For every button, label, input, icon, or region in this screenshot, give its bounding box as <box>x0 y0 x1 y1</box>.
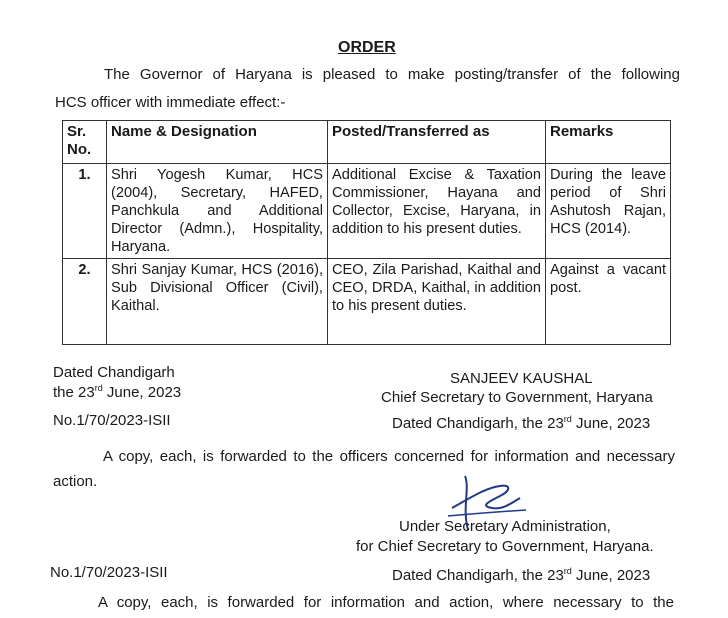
row-name: Shri Sanjay Kumar, HCS (2016), Sub Divisional Officer (Civil), Kaithal. <box>107 259 328 345</box>
signature-stroke <box>448 510 526 516</box>
signatory-title: Chief Secretary to Government, Haryana <box>381 389 653 406</box>
posting-table <box>62 120 671 345</box>
signatory-name: SANJEEV KAUSHAL <box>450 370 593 387</box>
order-title: ORDER <box>338 39 396 56</box>
intro-text-1: The Governor of Haryana is pleased to make posting/transfer of the following <box>104 66 680 83</box>
endorsement1-text: A copy, each, is forwarded to the officers concerned for information and necessary action. <box>53 448 675 490</box>
endorsement2-line <box>98 594 674 611</box>
endorsement1-date-sup: rd <box>563 414 572 424</box>
endorsement1-date <box>392 414 650 432</box>
dated-sup: rd <box>94 383 103 393</box>
endorsement2-date-sup: rd <box>563 566 572 576</box>
endorsement2-number: No.1/70/2023-ISII <box>50 564 168 581</box>
row-remarks: During the leave period of Shri Ashutosh Rajan, HCS (2014). <box>546 164 671 259</box>
row-posted: CEO, Zila Parishad, Kaithal and CEO, DRDA, Kaithal, in addition to his present duties. <box>328 259 546 345</box>
endorsement1-number: No.1/70/2023-ISII <box>53 412 171 429</box>
dated-place: Dated Chandigarh <box>53 364 175 381</box>
row-name: Shri Yogesh Kumar, HCS (2004), Secretary, HAFED, Panchkula and Additional Director (Admn.), Hospitality, Haryana. <box>107 164 328 259</box>
row-sr: 1. <box>63 164 107 259</box>
endorsement1-date-prefix: Dated Chandigarh, the 23 <box>392 415 564 432</box>
dated-rest: June, 2023 <box>102 384 182 401</box>
dated-date <box>53 383 181 401</box>
intro-line-1 <box>104 66 680 83</box>
table-header-row <box>63 121 671 164</box>
header-remarks: Remarks <box>546 121 671 164</box>
for-chief-secretary: for Chief Secretary to Government, Haryana. <box>356 538 654 555</box>
endorsement2-date-prefix: Dated Chandigarh, the 23 <box>392 567 564 584</box>
table-row <box>63 164 671 259</box>
signature-stroke <box>452 486 520 509</box>
under-secretary: Under Secretary Administration, <box>399 518 611 535</box>
row-posted: Additional Excise & Taxation Commissioner, Hayana and Collector, Excise, Haryana, in addition to his present duties. <box>328 164 546 259</box>
header-sr-no: Sr. No. <box>63 121 107 164</box>
row-sr: 2. <box>63 259 107 345</box>
table-row <box>63 259 671 345</box>
endorsement2-date-rest: June, 2023 <box>571 567 651 584</box>
endorsement1-date-rest: June, 2023 <box>571 415 651 432</box>
header-posted-transferred: Posted/Transferred as <box>328 121 546 164</box>
header-name-designation: Name & Designation <box>107 121 328 164</box>
dated-day: the 23 <box>53 384 95 401</box>
row-remarks: Against a vacant post. <box>546 259 671 345</box>
intro-line-2: HCS officer with immediate effect:- <box>55 94 286 111</box>
endorsement2-date <box>392 566 650 584</box>
endorsement2-text: A copy, each, is forwarded for information and action, where necessary to the <box>98 594 674 611</box>
